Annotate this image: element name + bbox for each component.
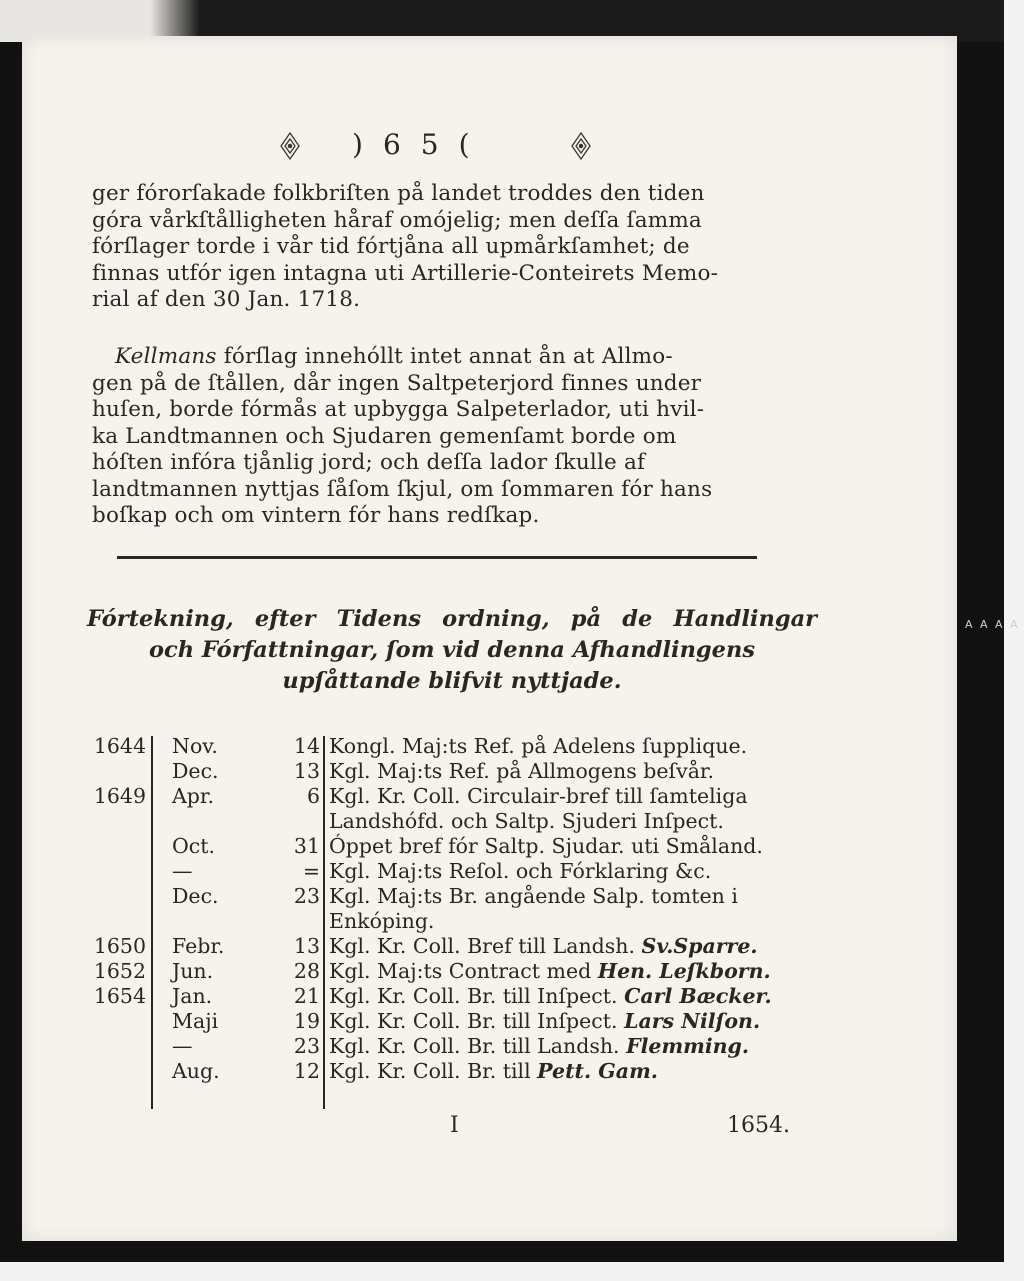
entry-description-text: Óppet bref fór Saltp. Sjudar. uti Småland. [329,834,763,858]
ornament-right-icon [568,131,594,161]
table-row [92,859,822,884]
entry-description [329,909,434,934]
entry-description [329,934,758,959]
entry-day: 23 [293,1034,320,1058]
entry-description [329,884,738,909]
catchword: 1654. [727,1113,790,1138]
heading-line-1: Fórtekning, efter Tidens ordning, på de Handlingar [87,606,817,632]
entry-month: — [172,859,193,883]
entry-description-text: Kgl. Kr. Coll. Br. till [329,1059,538,1083]
entry-description-text: Enkóping. [329,909,435,933]
entry-year: 1650 [93,934,146,958]
table-row [92,759,822,784]
entry-description-text: Kgl. Maj:ts Contract med [329,959,598,983]
table-row [92,959,822,984]
entry-description-text: Kgl. Maj:ts Br. angående Salp. tomten i [329,884,738,908]
entry-month: Jan. [172,984,213,1008]
entry-description-text: Kgl. Kr. Coll. Br. till Landsh. [329,1034,627,1058]
scan-right-border [1004,0,1024,1281]
heading-line-2: och Fórfattningar, ſom vid denna Afhandlingens [149,637,755,663]
list-heading [87,604,817,697]
entry-description [329,1009,760,1034]
heading-line-3: upſåttande blifvit nyttjade. [282,668,622,694]
entry-month: Maji [172,1009,219,1033]
entry-description-name: Pett. Gam. [537,1059,658,1083]
book-page [22,36,957,1241]
entry-description [329,859,711,884]
table-row [92,834,822,859]
entry-description [329,834,763,859]
page-number-line [352,128,490,161]
page-header [22,128,957,168]
table-row [92,784,822,809]
entry-description [329,809,724,834]
entry-description-name: Lars Nilſon. [624,1009,761,1033]
table-row [92,1034,822,1059]
entry-description-text: Kgl. Kr. Coll. Bref till Landsh. [329,934,642,958]
header-paren-right: ( [458,128,490,161]
paragraph-continued: ger fórorſakade folkbriſten på landet troddes den tiden góra vårkſtålligheten håraf omójelig; men deſſa ſamma fórſlager torde i vår tid fórtjåna all upmårkſamhet; de finnas utfór igen intagna uti Artillerie-Conteirets Memo- rial af den 30 Jan. 1718. [92,181,719,312]
entry-description-text: Landshófd. och Saltp. Sjuderi Inſpect. [329,809,724,833]
entry-day: 13 [293,759,320,783]
table-row [92,809,822,834]
table-row [92,1009,822,1034]
entry-description-text: Kgl. Maj:ts Reſol. och Fórklaring &c. [329,859,712,883]
table-row [92,734,822,759]
signature-mark: I [450,1113,459,1138]
entry-description-text: Kgl. Maj:ts Ref. på Allmogens beſvår. [329,759,714,783]
entry-description [329,759,714,784]
entry-day: 13 [293,934,320,958]
scan-edge-mark: A A A A [965,618,1020,631]
entry-description-text: Kgl. Kr. Coll. Br. till Inſpect. [329,984,625,1008]
ornament-left-icon [277,131,303,161]
entry-month: Nov. [172,734,218,758]
section-divider [117,556,757,559]
entry-description-name: Flemming. [626,1034,750,1058]
entry-month: Apr. [172,784,214,808]
entry-day: 28 [293,959,320,983]
entry-description [329,734,747,759]
entry-day: 31 [293,834,320,858]
entry-month: Oct. [172,834,216,858]
entry-month: Jun. [172,959,214,983]
entry-month: Dec. [172,884,219,908]
kellman-text: fórſlag innehóllt intet annat ån at Allmo- gen på de ſtållen, dår ingen Saltpeterjord finnes under huſen, borde fórmås at upbygga Salpeterlador, uti hvil- ka Landtmannen och Sjudaren gemenſamt borde om hóſten infóra tjånlig jord; och deſſa lador ſkulle af landtmannen nyttjas ſåſom ſkjul, om ſommaren fór hans boſkap och om vintern fór hans redſkap. [92,344,713,528]
entry-day: 14 [293,734,320,758]
entry-description-text: Kgl. Kr. Coll. Circulair-bref till ſamteliga [329,784,748,808]
entry-year: 1654 [93,984,146,1008]
scan-bottom-border [0,1262,1024,1281]
entry-day: 19 [293,1009,320,1033]
entry-description [329,959,771,984]
entry-day: 12 [293,1059,320,1083]
entry-month: — [172,1034,193,1058]
entry-description [329,1034,749,1059]
header-paren-left: ) [352,128,383,161]
table-row [92,1059,822,1084]
entry-description-text: Kgl. Kr. Coll. Br. till Inſpect. [329,1009,625,1033]
kellman-name: Kellmans [115,344,217,369]
table-row [92,984,822,1009]
entry-year: 1644 [93,734,146,758]
page-number: 65 [382,128,459,161]
entry-description-name: Carl Bæcker. [624,984,772,1008]
entry-year: 1649 [93,784,146,808]
entry-day: = [302,859,320,883]
table-row [92,884,822,909]
table-body [92,734,822,1084]
entry-day: 6 [306,784,320,808]
table-row [92,909,822,934]
entry-description-name: Hen. Leſkborn. [597,959,771,983]
entry-description [329,784,748,809]
entry-month: Aug. [172,1059,220,1083]
entry-day: 21 [293,984,320,1008]
document-list-table [92,734,822,1084]
entry-month: Dec. [172,759,219,783]
entry-description [329,1059,658,1084]
table-row [92,934,822,959]
paragraph-kellman [92,344,812,530]
entry-description-name: Sv.Sparre. [641,934,758,958]
entry-year: 1652 [93,959,146,983]
entry-day: 23 [293,884,320,908]
entry-month: Febr. [172,934,225,958]
entry-description [329,984,772,1009]
entry-description-text: Kongl. Maj:ts Ref. på Adelens ſupplique. [329,734,748,758]
